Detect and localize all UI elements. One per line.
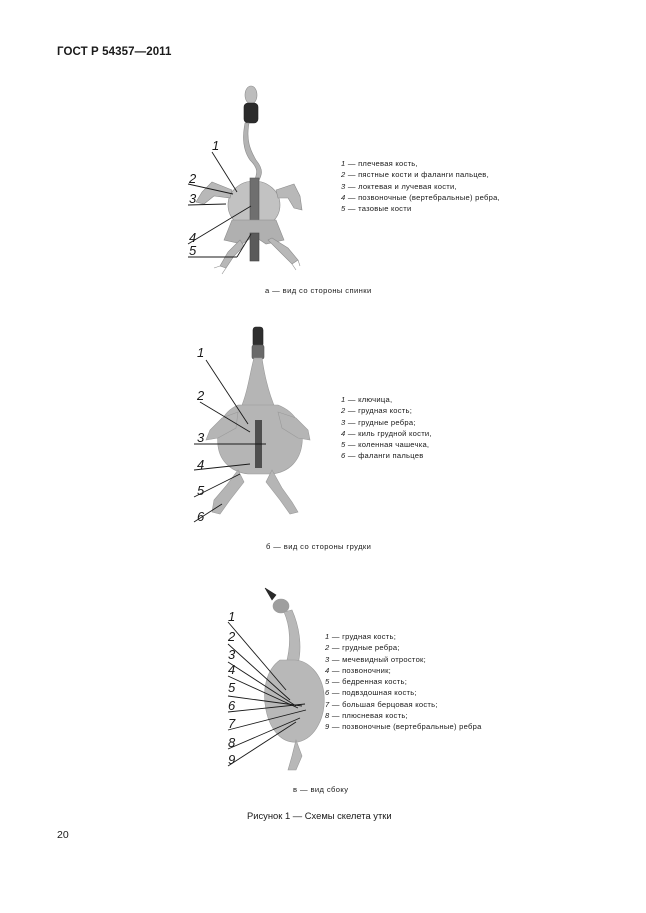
- legend-item: 6 — фаланги пальцев: [341, 451, 424, 461]
- callout-number: 8: [228, 735, 236, 750]
- page-number: 20: [57, 829, 69, 841]
- legend-item: 5 — тазовые кости: [341, 204, 412, 214]
- document-header: ГОСТ Р 54357—2011: [57, 46, 172, 58]
- callout-number: 4: [228, 662, 236, 677]
- callout-number: 3: [197, 430, 205, 445]
- legend-item: 2 — грудные ребра;: [325, 643, 400, 653]
- subcaption-b: б — вид со стороны грудки: [266, 542, 372, 551]
- legend-item: 4 — позвоночные (вертебральные) ребра,: [341, 192, 500, 202]
- legend-item: 8 — плюсневая кость;: [325, 711, 408, 721]
- callout-number: 3: [189, 191, 197, 206]
- legend-item: 7 — большая берцовая кость;: [325, 699, 438, 709]
- legend-item: 2 — грудная кость;: [341, 406, 413, 416]
- callout-number: 5: [197, 483, 205, 498]
- legend-item: 5 — бедренная кость;: [325, 677, 408, 687]
- legend-figure-b: [341, 394, 432, 462]
- callout-number: 3: [228, 647, 236, 662]
- callout-number: 7: [228, 716, 236, 731]
- legend-item: 4 — позвоночник;: [325, 665, 392, 675]
- figure-caption: Рисунок 1 — Схемы скелета утки: [247, 810, 392, 821]
- legend-item: 5 — коленная чашечка,: [341, 440, 430, 450]
- callout-number: 4: [197, 457, 205, 472]
- subcaption-c: в — вид сбоку: [293, 785, 349, 794]
- callout-number: 6: [197, 509, 205, 524]
- callout-number: 2: [228, 629, 236, 644]
- legend-item: 6 — подвздошная кость;: [325, 688, 417, 698]
- subcaption-a: а — вид со стороны спинки: [265, 286, 372, 295]
- callout-number: 5: [228, 680, 236, 695]
- legend-item: 4 — киль грудной кости,: [341, 428, 432, 438]
- callout-number: 1: [212, 138, 220, 153]
- callout-number: 5: [189, 243, 197, 258]
- legend-item: 3 — локтевая и лучевая кости,: [341, 181, 457, 191]
- legend-item: 2 — пястные кости и фаланги пальцев,: [341, 170, 489, 180]
- legend-item: 1 — ключица,: [341, 395, 393, 404]
- legend-item: 3 — грудные ребра;: [341, 417, 416, 427]
- callout-number: 4: [189, 230, 197, 245]
- callout-number: 2: [189, 171, 197, 186]
- legend-figure-a: [341, 158, 500, 214]
- callout-number: 9: [228, 752, 236, 767]
- legend-item: 9 — позвоночные (вертебральные) ребра: [325, 722, 482, 732]
- legend-item: 3 — мечевидный отросток;: [325, 654, 426, 664]
- legend-item: 1 — плечевая кость,: [341, 159, 418, 168]
- callout-number: 6: [228, 698, 236, 713]
- callout-number: 1: [228, 609, 236, 624]
- legend-figure-c: [325, 631, 482, 733]
- legend-item: 1 — грудная кость;: [325, 632, 397, 641]
- callout-number: 1: [197, 345, 205, 360]
- callout-number: 2: [197, 388, 205, 403]
